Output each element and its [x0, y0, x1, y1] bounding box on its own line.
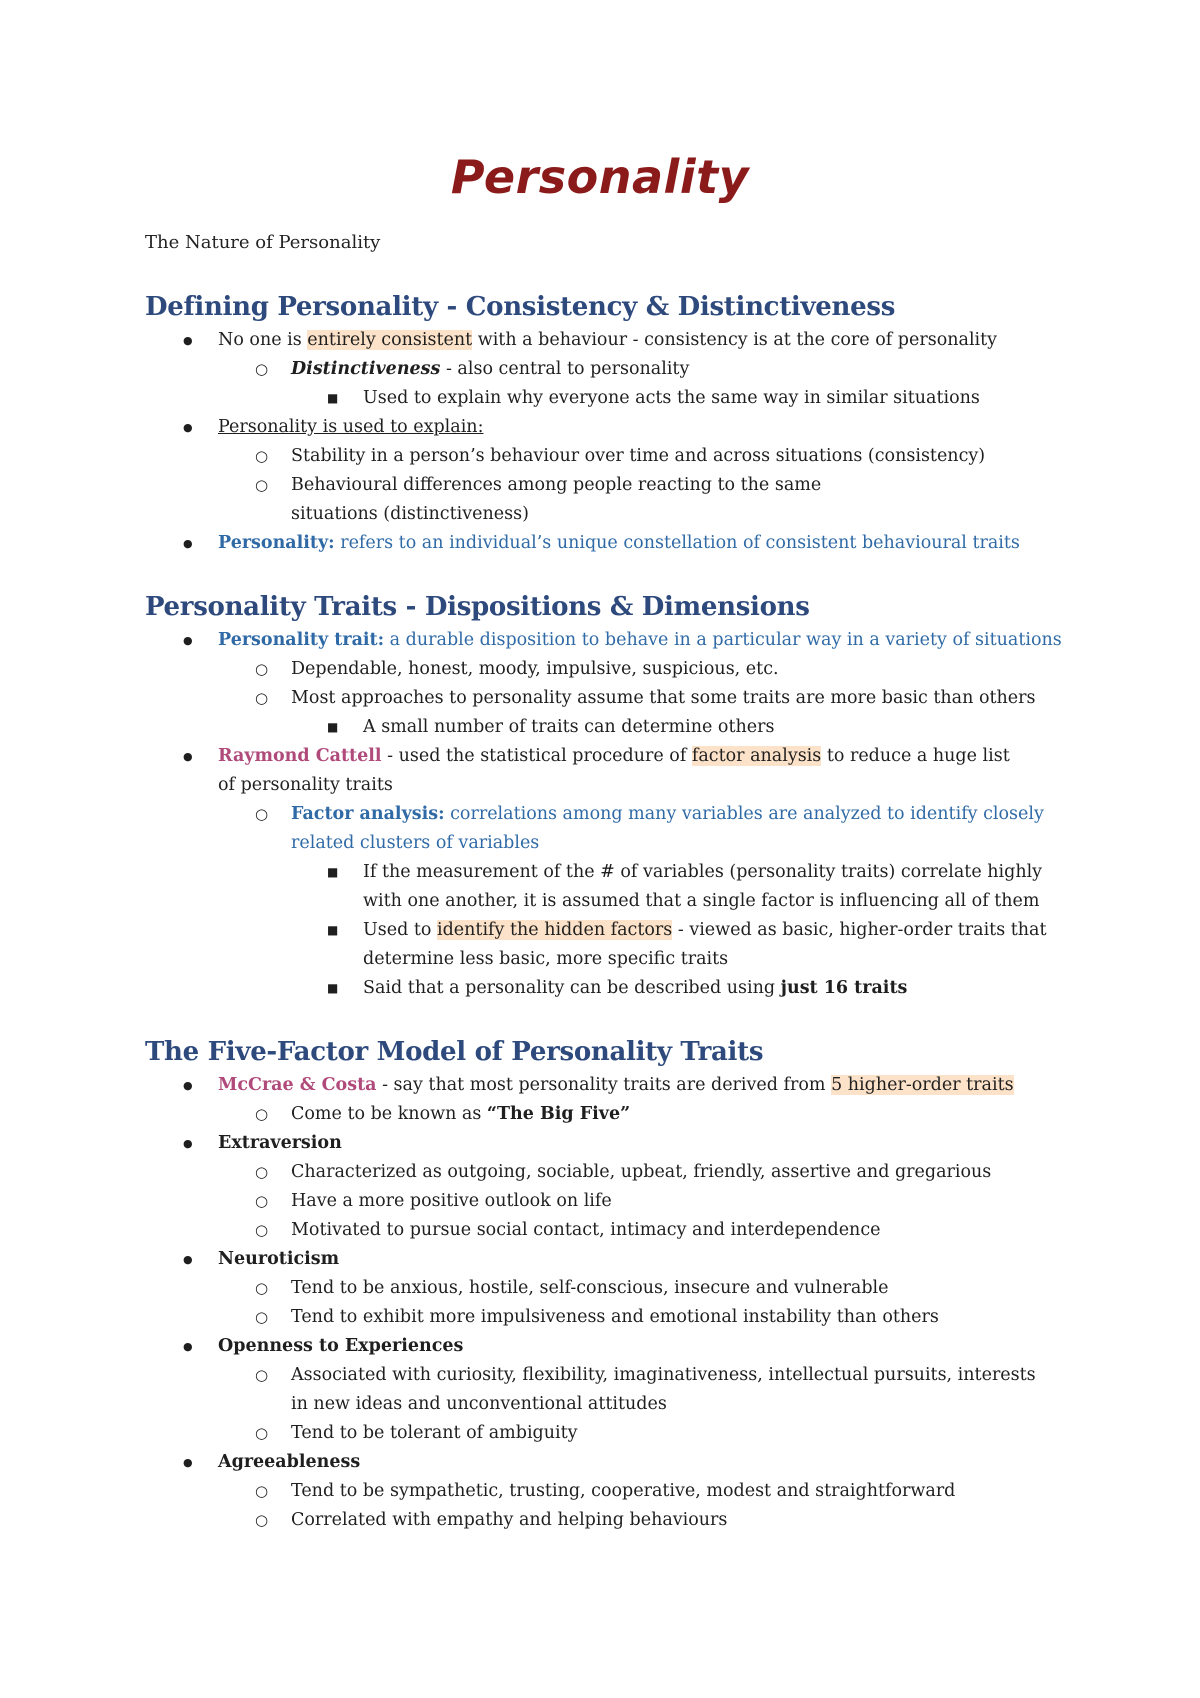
list-item: ○ Associated with curiosity, flexibility, imaginativeness, intellectual pursuits, interests in new ideas and unconventional attitudes — [145, 1361, 1051, 1419]
bullet-list — [145, 326, 1085, 558]
document-body — [145, 292, 1085, 1569]
list-item: ● Neuroticism — [145, 1245, 1085, 1274]
highlight: factor analysis — [691, 746, 822, 766]
list-item: ● Personality: refers to an individual’s unique constellation of consistent behavioural traits — [145, 529, 1085, 558]
list-item: ○ Characterized as outgoing, sociable, upbeat, friendly, assertive and gregarious — [145, 1158, 1085, 1187]
list-item: ● Extraversion — [145, 1129, 1085, 1158]
filled-circle-bullet-icon: ● — [183, 634, 193, 647]
list-item: ○ Motivated to pursue social contact, intimacy and interdependence — [145, 1216, 1085, 1245]
bullet-list — [145, 626, 1085, 1003]
filled-circle-bullet-icon: ● — [183, 1253, 193, 1266]
section-heading: Defining Personality - Consistency & Distinctiveness — [145, 292, 896, 322]
highlight: 5 higher-order traits — [831, 1075, 1014, 1095]
list-item: ● No one is entirely consistent with a behaviour - consistency is at the core of personality — [145, 326, 1085, 355]
list-item: ○ Correlated with empathy and helping behaviours — [145, 1506, 1085, 1535]
hollow-circle-bullet-icon: ○ — [255, 1366, 269, 1384]
list-item: ○ Behavioural differences among people reacting to the same situations (distinctiveness) — [145, 471, 911, 529]
hollow-circle-bullet-icon: ○ — [255, 1424, 269, 1442]
hollow-circle-bullet-icon: ○ — [255, 360, 269, 378]
hollow-circle-bullet-icon: ○ — [255, 1105, 269, 1123]
list-item: ■ If the measurement of the # of variables (personality traits) correlate highly with one another, it is assumed that a single factor is influencing all of them — [145, 858, 1053, 916]
hollow-circle-bullet-icon: ○ — [255, 1511, 269, 1529]
list-item: ○ Have a more positive outlook on life — [145, 1187, 1085, 1216]
hollow-circle-bullet-icon: ○ — [255, 1163, 269, 1181]
list-item: ■ A small number of traits can determine others — [145, 713, 1085, 742]
list-item: ■ Used to explain why everyone acts the same way in similar situations — [145, 384, 1085, 413]
hollow-circle-bullet-icon: ○ — [255, 689, 269, 707]
list-item: ○ Tend to be sympathetic, trusting, cooperative, modest and straightforward — [145, 1477, 1085, 1506]
square-bullet-icon: ■ — [327, 391, 339, 405]
filled-circle-bullet-icon: ● — [183, 537, 193, 550]
list-item: ○ Stability in a person’s behaviour over time and across situations (consistency) — [145, 442, 1085, 471]
section-heading: The Five-Factor Model of Personality Traits — [145, 1037, 764, 1067]
list-item: ● Personality is used to explain: — [145, 413, 1085, 442]
filled-circle-bullet-icon: ● — [183, 421, 193, 434]
list-item: ● Openness to Experiences — [145, 1332, 1085, 1361]
section-five-factor-model — [145, 1037, 1085, 1535]
section-personality-traits — [145, 592, 1085, 1003]
list-item: ○ Factor analysis: correlations among many variables are analyzed to identify closely related clusters of variables — [145, 800, 1051, 858]
bullet-list — [145, 1071, 1085, 1535]
hollow-circle-bullet-icon: ○ — [255, 1279, 269, 1297]
page-title: Personality — [450, 150, 750, 204]
list-item: ○ Tend to exhibit more impulsiveness and emotional instability than others — [145, 1303, 1085, 1332]
square-bullet-icon: ■ — [327, 865, 339, 879]
list-item: ● McCrae & Costa - say that most personality traits are derived from 5 higher-order traits — [145, 1071, 1085, 1100]
filled-circle-bullet-icon: ● — [183, 1456, 193, 1469]
list-item: ■ Said that a personality can be described using just 16 traits — [145, 974, 1085, 1003]
page-subtitle: The Nature of Personality — [145, 232, 381, 253]
hollow-circle-bullet-icon: ○ — [255, 1482, 269, 1500]
list-item: ● Personality trait: a durable disposition to behave in a particular way in a variety of situations — [145, 626, 1085, 655]
list-item: ○ Most approaches to personality assume that some traits are more basic than others — [145, 684, 1085, 713]
hollow-circle-bullet-icon: ○ — [255, 1221, 269, 1239]
highlight: entirely consistent — [307, 330, 473, 350]
hollow-circle-bullet-icon: ○ — [255, 1192, 269, 1210]
list-item: ○ Dependable, honest, moody, impulsive, suspicious, etc. — [145, 655, 1085, 684]
filled-circle-bullet-icon: ● — [183, 1079, 193, 1092]
list-item: ● Agreeableness — [145, 1448, 1085, 1477]
hollow-circle-bullet-icon: ○ — [255, 1308, 269, 1326]
list-item: ○ Distinctiveness - also central to personality — [145, 355, 1085, 384]
filled-circle-bullet-icon: ● — [183, 1340, 193, 1353]
highlight: identify the hidden factors — [436, 920, 673, 940]
section-heading: Personality Traits - Dispositions & Dimensions — [145, 592, 810, 622]
hollow-circle-bullet-icon: ○ — [255, 447, 269, 465]
list-item: ○ Come to be known as “The Big Five” — [145, 1100, 1085, 1129]
square-bullet-icon: ■ — [327, 923, 339, 937]
section-defining-personality — [145, 292, 1085, 558]
hollow-circle-bullet-icon: ○ — [255, 660, 269, 678]
square-bullet-icon: ■ — [327, 981, 339, 995]
filled-circle-bullet-icon: ● — [183, 750, 193, 763]
list-item: ○ Tend to be anxious, hostile, self-conscious, insecure and vulnerable — [145, 1274, 1085, 1303]
filled-circle-bullet-icon: ● — [183, 334, 193, 347]
hollow-circle-bullet-icon: ○ — [255, 476, 269, 494]
square-bullet-icon: ■ — [327, 720, 339, 734]
list-item: ○ Tend to be tolerant of ambiguity — [145, 1419, 1085, 1448]
filled-circle-bullet-icon: ● — [183, 1137, 193, 1150]
list-item: ■ Used to identify the hidden factors - viewed as basic, higher-order traits that determine less basic, more specific traits — [145, 916, 1053, 974]
hollow-circle-bullet-icon: ○ — [255, 805, 269, 823]
list-item: ● Raymond Cattell - used the statistical procedure of factor analysis to reduce a huge list of personality traits — [145, 742, 1028, 800]
